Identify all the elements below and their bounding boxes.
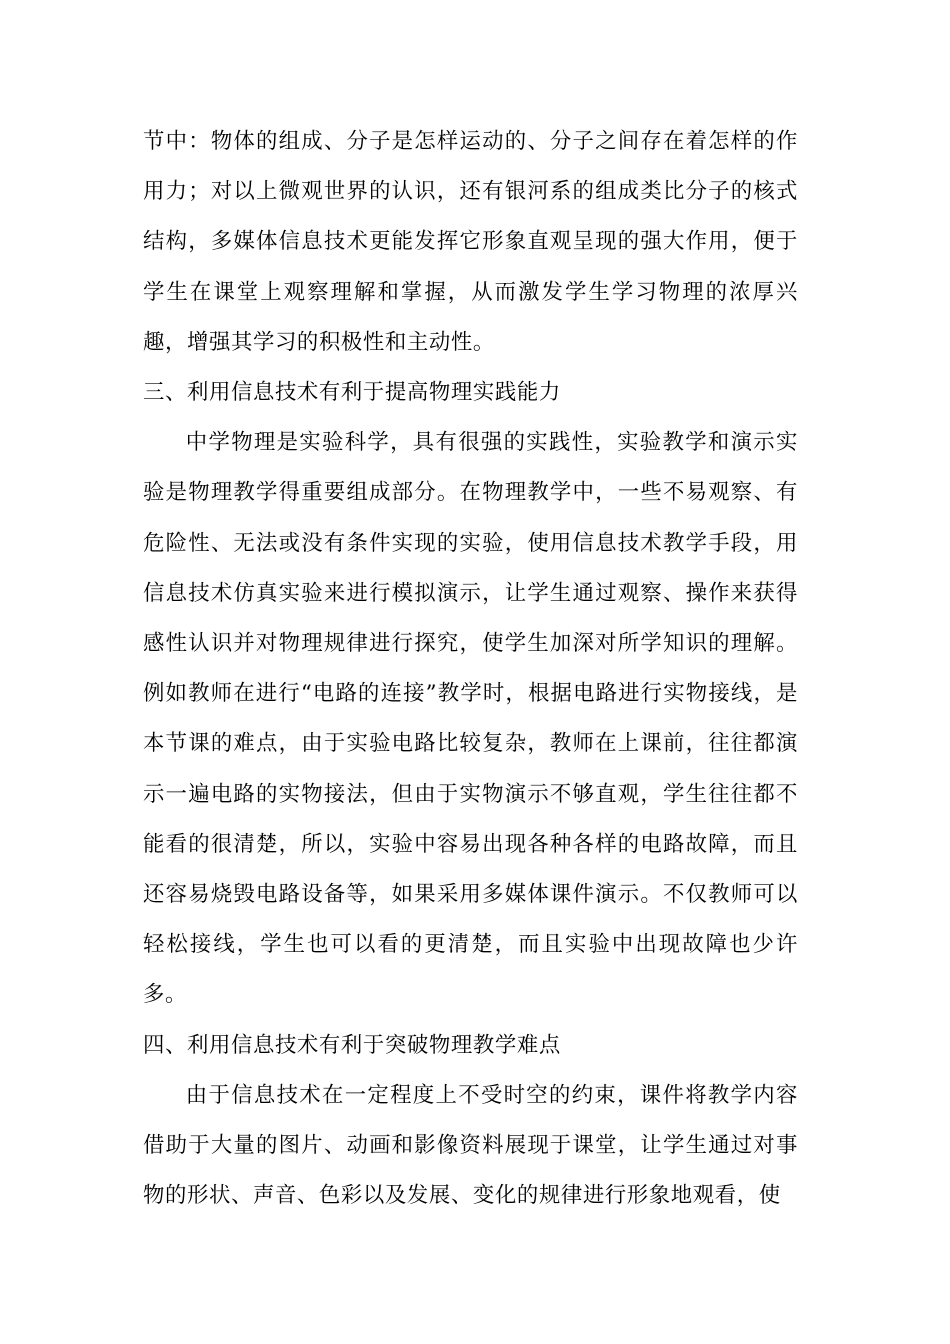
document-page <box>143 117 798 1221</box>
section-heading-three: 三、利用信息技术有利于提高物理实践能力 <box>143 380 561 406</box>
paragraph-section-three-body: 中学物理是实验科学，具有很强的实践性，实验教学和演示实验是物理教学得重要组成部分。在物理教学中，一些不易观察、有危险性、无法或没有条件实现的实验，使用信息技术教学手段，用信息技术仿真实验来进行模拟演示，让学生通过观察、操作来获得感性认识并对物理规律进行探究，使学生加深对所学知识的理解。例如教师在进行“电路的连接”教学时，根据电路进行实物接线，是本节课的难点，由于实验电路比较复杂，教师在上课前，往往都演示一遍电路的实物接法，但由于实物演示不够直观，学生往往都不能看的很清楚，所以，实验中容易出现各种各样的电路故障，而且还容易烧毁电路设备等，如果采用多媒体课件演示。不仅教师可以轻松接线，学生也可以看的更清楚，而且实验中出现故障也少许多。 <box>143 430 798 1008</box>
paragraph-continuation: 节中：物体的组成、分子是怎样运动的、分子之间存在着怎样的作用力；对以上微观世界的认识，还有银河系的组成类比分子的核式结构，多媒体信息技术更能发挥它形象直观呈现的强大作用，便于学生在课堂上观察理解和掌握，从而激发学生学习物理的浓厚兴趣，增强其学习的积极性和主动性。 <box>143 129 798 355</box>
paragraph-section-four-body: 由于信息技术在一定程度上不受时空的约束，课件将教学内容借助于大量的图片、动画和影像资料展现于课堂，让学生通过对事物的形状、声音、色彩以及发展、变化的规律进行形象地观看，使 <box>143 1082 798 1209</box>
section-heading-four: 四、利用信息技术有利于突破物理教学难点 <box>143 1032 561 1058</box>
